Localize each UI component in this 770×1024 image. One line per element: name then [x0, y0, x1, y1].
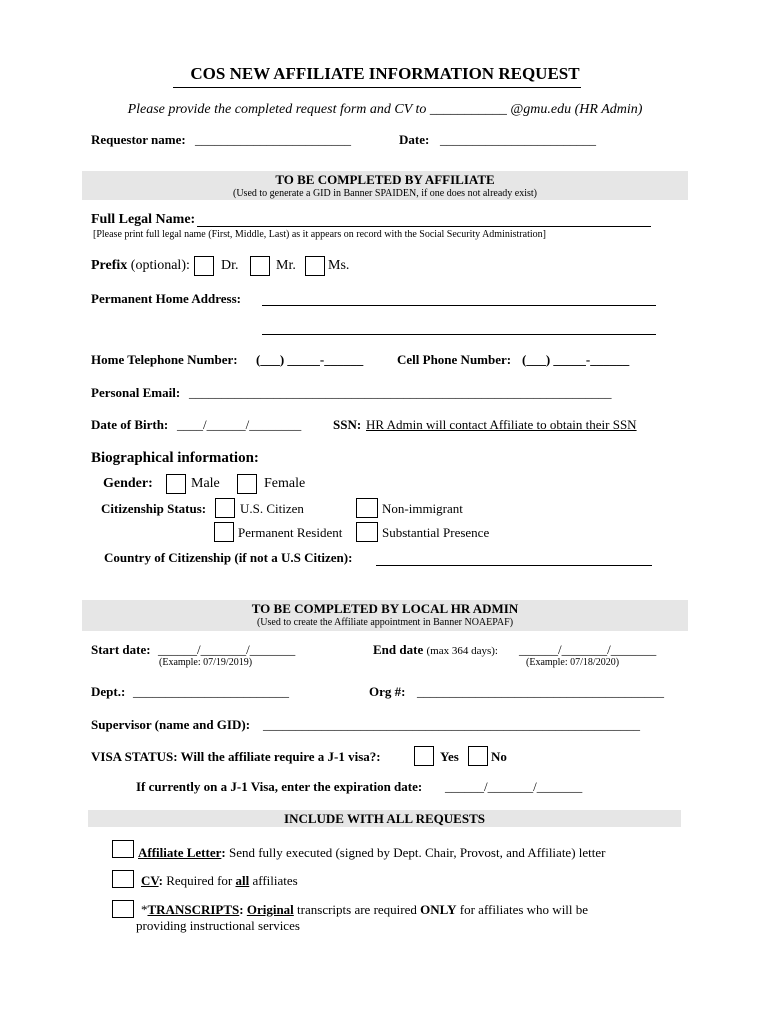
- prefix-mr-checkbox[interactable]: [250, 256, 270, 276]
- ssn-label: SSN:: [333, 417, 362, 432]
- visa-yes-label: Yes: [440, 749, 459, 764]
- affiliate-letter-colon: :: [221, 845, 226, 860]
- substantial-presence-label: Substantial Presence: [382, 525, 490, 540]
- prefix-label: Prefix: [91, 258, 128, 273]
- transcripts-star: *: [141, 902, 148, 917]
- requestor-label: Requestor name:: [91, 132, 186, 147]
- permanent-resident-label: Permanent Resident: [238, 525, 343, 540]
- dob-field[interactable]: ____/______/________: [177, 417, 302, 432]
- gender-female-checkbox[interactable]: [237, 474, 257, 494]
- gender-label: Gender:: [103, 476, 153, 491]
- dept-field[interactable]: ________________________: [133, 684, 289, 699]
- full-name-label: Full Legal Name:: [91, 212, 196, 227]
- hr-section-heading: TO BE COMPLETED BY LOCAL HR ADMIN: [251, 601, 519, 616]
- home-phone-field[interactable]: (___) _____-______: [256, 352, 364, 367]
- dob-label: Date of Birth:: [91, 417, 169, 432]
- cell-phone-label: Cell Phone Number:: [397, 352, 512, 367]
- end-date-field[interactable]: ______/_______/_______: [519, 642, 657, 657]
- home-phone-label: Home Telephone Number:: [91, 352, 238, 367]
- cv-label: CV: [141, 873, 159, 888]
- prefix-ms-checkbox[interactable]: [305, 256, 325, 276]
- gender-male-checkbox[interactable]: [166, 474, 186, 494]
- end-date-example: (Example: 07/18/2020): [526, 657, 620, 668]
- transcripts-text-pre: transcripts are required: [297, 902, 417, 917]
- substantial-presence-checkbox[interactable]: [356, 522, 378, 542]
- address-line-1[interactable]: [262, 305, 656, 306]
- non-immigrant-label: Non-immigrant: [382, 501, 463, 516]
- full-name-field[interactable]: [197, 226, 651, 227]
- visa-question: Will the affiliate require a J-1 visa?:: [180, 749, 381, 764]
- prefix-label-group: [91, 258, 190, 274]
- affiliate-letter-checkbox[interactable]: [112, 840, 134, 858]
- cv-text-all: all: [235, 873, 250, 888]
- start-date-example: (Example: 07/19/2019): [159, 657, 253, 668]
- visa-label: VISA STATUS:: [91, 749, 178, 764]
- expiration-label: If currently on a J-1 Visa, enter the expiration date:: [136, 779, 423, 794]
- cv-text-pre: Required for: [166, 873, 233, 888]
- requestor-field[interactable]: ________________________: [195, 132, 351, 147]
- date-label: Date:: [399, 132, 430, 147]
- country-field[interactable]: [376, 565, 652, 566]
- ssn-note: HR Admin will contact Affiliate to obtain their SSN: [366, 417, 637, 432]
- address-line-2[interactable]: [262, 334, 656, 335]
- visa-no-label: No: [491, 749, 507, 764]
- visa-group: [91, 749, 381, 765]
- hr-section-subheading: (Used to create the Affiliate appointment in Banner NOAEPAF): [256, 617, 514, 628]
- title-rule: [173, 87, 581, 88]
- supervisor-label: Supervisor (name and GID):: [91, 717, 251, 732]
- form-title: COS NEW AFFILIATE INFORMATION REQUEST: [190, 64, 580, 83]
- us-citizen-label: U.S. Citizen: [240, 501, 304, 516]
- prefix-mr-label: Mr.: [276, 258, 296, 273]
- affiliate-section-subheading: (Used to generate a GID in Banner SPAIDEN, if one does not already exist): [233, 188, 537, 199]
- non-immigrant-checkbox[interactable]: [356, 498, 378, 518]
- cv-text-post: affiliates: [252, 873, 298, 888]
- address-label: Permanent Home Address:: [91, 291, 241, 306]
- visa-yes-checkbox[interactable]: [414, 746, 434, 766]
- start-date-field[interactable]: ______/_______/_______: [158, 642, 296, 657]
- affiliate-section-heading: TO BE COMPLETED BY AFFILIATE: [275, 172, 495, 187]
- transcripts-original: Original: [246, 902, 294, 917]
- full-name-note: [Please print full legal name (First, Middle, Last) as it appears on record with the Social Security Administration]: [93, 229, 546, 240]
- cv-checkbox[interactable]: [112, 870, 134, 888]
- gender-female-label: Female: [264, 476, 306, 491]
- prefix-optional: (optional):: [130, 258, 190, 273]
- transcripts-text-post: for affiliates who will be: [459, 902, 589, 917]
- cv-line: [141, 873, 298, 889]
- prefix-dr-checkbox[interactable]: [194, 256, 214, 276]
- transcripts-only: ONLY: [420, 902, 457, 917]
- affiliate-letter-text: Send fully executed (signed by Dept. Chair, Provost, and Affiliate) letter: [228, 845, 606, 860]
- prefix-ms-label: Ms.: [328, 258, 350, 273]
- country-label: Country of Citizenship (if not a U.S Citizen):: [104, 550, 353, 565]
- transcripts-line-2: providing instructional services: [136, 918, 300, 933]
- email-field[interactable]: _________________________________________________________________: [189, 385, 612, 400]
- requirements-heading: INCLUDE WITH ALL REQUESTS: [284, 811, 485, 826]
- prefix-dr-label: Dr.: [221, 258, 239, 273]
- transcripts-label: TRANSCRIPTS: [147, 902, 240, 917]
- end-date-label: End date: [373, 642, 424, 657]
- gender-male-label: Male: [191, 476, 220, 491]
- dept-label: Dept.:: [91, 684, 126, 699]
- affiliate-letter-label: Affiliate Letter: [138, 845, 222, 860]
- permanent-resident-checkbox[interactable]: [214, 522, 234, 542]
- email-label: Personal Email:: [91, 385, 181, 400]
- transcripts-colon: :: [239, 902, 244, 917]
- start-date-label: Start date:: [91, 642, 151, 657]
- form-instruction: Please provide the completed request form and CV to ___________ @gmu.edu (HR Admin): [127, 102, 643, 117]
- visa-no-checkbox[interactable]: [468, 746, 488, 766]
- supervisor-field[interactable]: __________________________________________________________: [263, 717, 640, 732]
- transcripts-checkbox[interactable]: [112, 900, 134, 918]
- end-date-note: (max 364 days):: [426, 645, 498, 657]
- cell-phone-field[interactable]: (___) _____-______: [522, 352, 630, 367]
- date-field[interactable]: ________________________: [440, 132, 596, 147]
- cv-colon: :: [158, 873, 163, 888]
- transcripts-line: [141, 902, 588, 918]
- affiliate-letter-line: [138, 845, 605, 861]
- us-citizen-checkbox[interactable]: [215, 498, 235, 518]
- bio-heading: Biographical information:: [91, 450, 259, 466]
- expiration-field[interactable]: ______/_______/_______: [445, 779, 583, 794]
- org-label: Org #:: [369, 684, 406, 699]
- citizenship-label: Citizenship Status:: [101, 501, 207, 516]
- end-date-label-group: [373, 642, 498, 658]
- org-field[interactable]: ______________________________________: [417, 684, 664, 699]
